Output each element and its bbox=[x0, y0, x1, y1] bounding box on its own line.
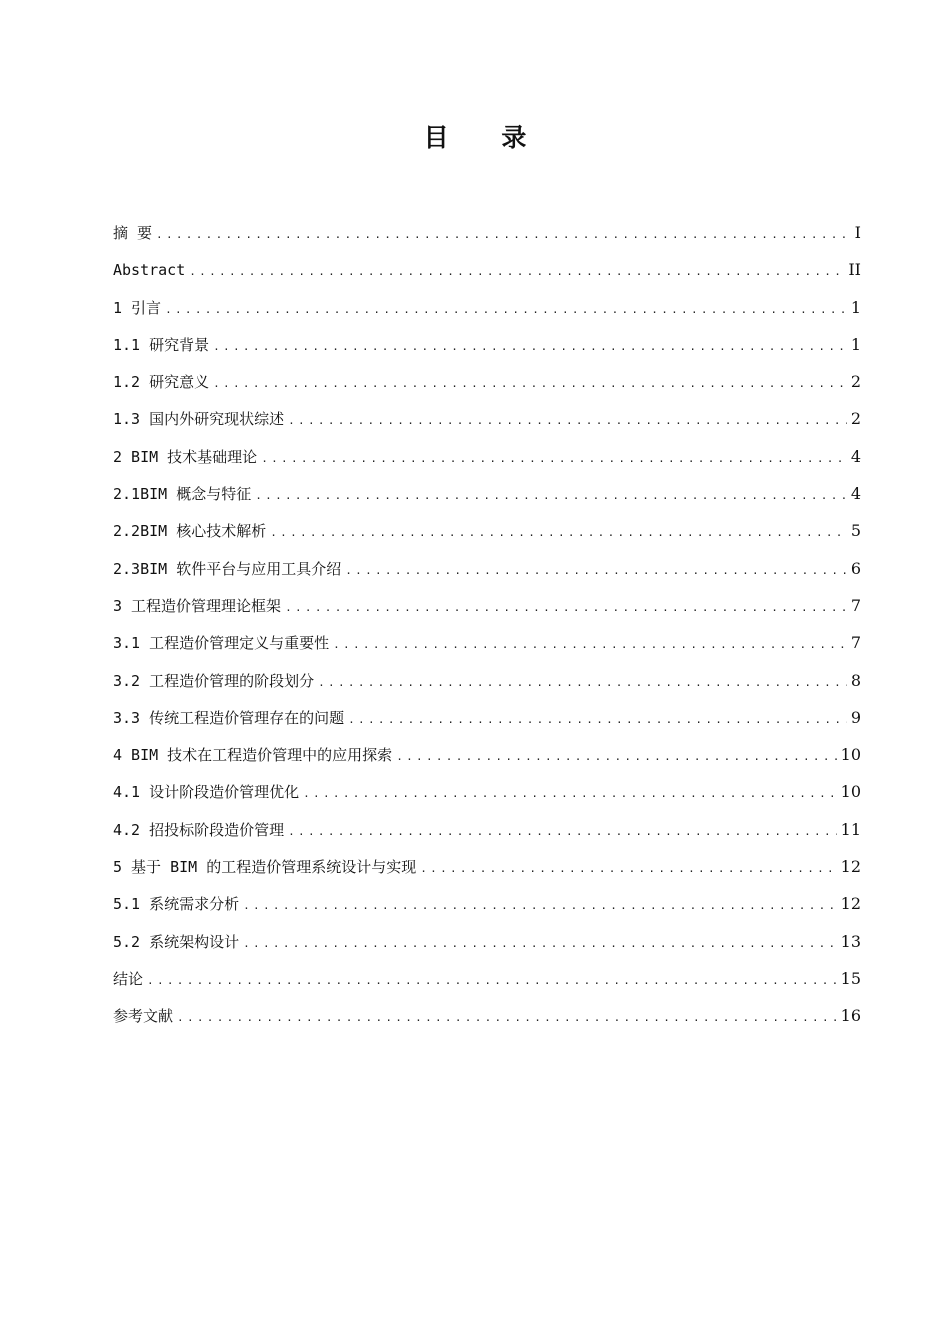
toc-entry-label: 摘 要 bbox=[113, 224, 153, 242]
toc-entry-page-number: 11 bbox=[840, 819, 861, 839]
toc-entry-page-number: 12 bbox=[840, 857, 861, 877]
toc-entry[interactable] bbox=[113, 848, 861, 885]
toc-entry-label: 3.2 工程造价管理的阶段划分 bbox=[113, 671, 315, 690]
toc-entry[interactable] bbox=[113, 811, 861, 848]
toc-entry-page-number: 2 bbox=[850, 409, 861, 429]
toc-entry[interactable] bbox=[113, 214, 861, 251]
toc-entry-label: 3 工程造价管理理论框架 bbox=[113, 596, 282, 615]
toc-leader-dots bbox=[270, 514, 847, 551]
toc-entry[interactable] bbox=[113, 624, 861, 661]
toc-entry-label: 3.1 工程造价管理定义与重要性 bbox=[113, 634, 330, 653]
toc-entry-page-number: 6 bbox=[850, 558, 861, 578]
toc-leader-dots bbox=[243, 887, 837, 924]
toc-leader-dots bbox=[288, 402, 847, 439]
toc-entry[interactable] bbox=[113, 251, 861, 288]
toc-leader-dots bbox=[396, 738, 836, 775]
toc-entry-label: 2.3BIM 软件平台与应用工具介绍 bbox=[113, 559, 342, 578]
toc-title: 目 录 bbox=[423, 123, 549, 152]
toc-entry[interactable] bbox=[113, 438, 861, 475]
toc-leader-dots bbox=[147, 962, 837, 999]
toc-entry[interactable] bbox=[113, 289, 861, 326]
toc-entry-page-number: 2 bbox=[850, 372, 861, 392]
toc-entry[interactable] bbox=[113, 997, 861, 1034]
toc-leader-dots bbox=[318, 664, 847, 701]
toc-entry-page-number: 15 bbox=[840, 968, 861, 988]
toc-entry-label: 1.1 研究背景 bbox=[113, 335, 210, 354]
toc-leader-dots bbox=[156, 216, 851, 253]
toc-leader-dots bbox=[255, 477, 847, 514]
toc-leader-dots bbox=[333, 626, 847, 663]
toc-entry-page-number: 7 bbox=[850, 633, 861, 653]
toc-entry-page-number: 5 bbox=[850, 521, 861, 541]
toc-leader-dots bbox=[303, 775, 837, 812]
toc-entry[interactable] bbox=[113, 699, 861, 736]
toc-entry[interactable] bbox=[113, 960, 861, 997]
toc-leader-dots bbox=[348, 701, 847, 738]
toc-leader-dots bbox=[420, 850, 836, 887]
toc-entry-page-number: 13 bbox=[840, 931, 861, 951]
toc-entry-label: 参考文献 bbox=[113, 1007, 174, 1026]
toc-entry[interactable] bbox=[113, 326, 861, 363]
toc-entry-page-number: 12 bbox=[840, 894, 861, 914]
toc-entry-label: 2.2BIM 核心技术解析 bbox=[113, 522, 267, 541]
toc-entry-page-number: 9 bbox=[850, 707, 861, 727]
toc-entry-page-number: 4 bbox=[850, 446, 861, 466]
toc-entry[interactable] bbox=[113, 662, 861, 699]
toc-entry-page-number: 7 bbox=[850, 595, 861, 615]
toc-entry-label: 1.3 国内外研究现状综述 bbox=[113, 410, 285, 429]
toc-entry[interactable] bbox=[113, 475, 861, 512]
toc-list bbox=[113, 214, 861, 1035]
toc-entry[interactable] bbox=[113, 550, 861, 587]
toc-leader-dots bbox=[243, 925, 837, 962]
toc-entry-label: 4 BIM 技术在工程造价管理中的应用探索 bbox=[113, 746, 393, 765]
toc-entry-page-number: II bbox=[848, 260, 861, 280]
toc-entry-label: 5.1 系统需求分析 bbox=[113, 895, 240, 914]
toc-entry-page-number: 16 bbox=[840, 1006, 861, 1026]
toc-entry-page-number: 1 bbox=[850, 334, 861, 354]
toc-entry[interactable] bbox=[113, 736, 861, 773]
toc-entry[interactable] bbox=[113, 923, 861, 960]
toc-entry-page-number: 4 bbox=[850, 484, 861, 504]
toc-entry-label: 1 引言 bbox=[113, 298, 162, 317]
toc-leader-dots bbox=[189, 253, 844, 290]
toc-entry-label: 4.1 设计阶段造价管理优化 bbox=[113, 783, 300, 802]
toc-entry-label: 5.2 系统架构设计 bbox=[113, 932, 240, 951]
toc-entry-label: 4.2 招投标阶段造价管理 bbox=[113, 820, 285, 839]
toc-entry-label: 5 基于 BIM 的工程造价管理系统设计与实现 bbox=[113, 858, 417, 877]
toc-entry[interactable] bbox=[113, 773, 861, 810]
toc-entry-label: 2 BIM 技术基础理论 bbox=[113, 447, 258, 466]
toc-entry-label: 1.2 研究意义 bbox=[113, 373, 210, 392]
toc-leader-dots bbox=[285, 589, 847, 626]
toc-entry[interactable] bbox=[113, 587, 861, 624]
toc-entry-page-number: 10 bbox=[840, 745, 861, 765]
toc-entry[interactable] bbox=[113, 400, 861, 437]
toc-leader-dots bbox=[345, 552, 847, 589]
toc-entry-label: 3.3 传统工程造价管理存在的问题 bbox=[113, 708, 345, 727]
toc-leader-dots bbox=[177, 999, 837, 1036]
toc-entry[interactable] bbox=[113, 512, 861, 549]
toc-entry[interactable] bbox=[113, 885, 861, 922]
toc-leader-dots bbox=[165, 291, 847, 328]
toc-entry-label: 结论 bbox=[113, 969, 144, 988]
toc-entry-page-number: 8 bbox=[850, 670, 861, 690]
toc-entry-page-number: 10 bbox=[840, 782, 861, 802]
toc-entry[interactable] bbox=[113, 363, 861, 400]
toc-entry-label: Abstract bbox=[113, 261, 186, 280]
toc-entry-page-number: 1 bbox=[850, 297, 861, 317]
toc-entry-page-number: I bbox=[854, 223, 861, 242]
toc-leader-dots bbox=[213, 328, 847, 365]
toc-leader-dots bbox=[288, 813, 837, 850]
toc-leader-dots bbox=[261, 440, 847, 477]
toc-leader-dots bbox=[213, 365, 847, 402]
toc-entry-label: 2.1BIM 概念与特征 bbox=[113, 485, 252, 504]
